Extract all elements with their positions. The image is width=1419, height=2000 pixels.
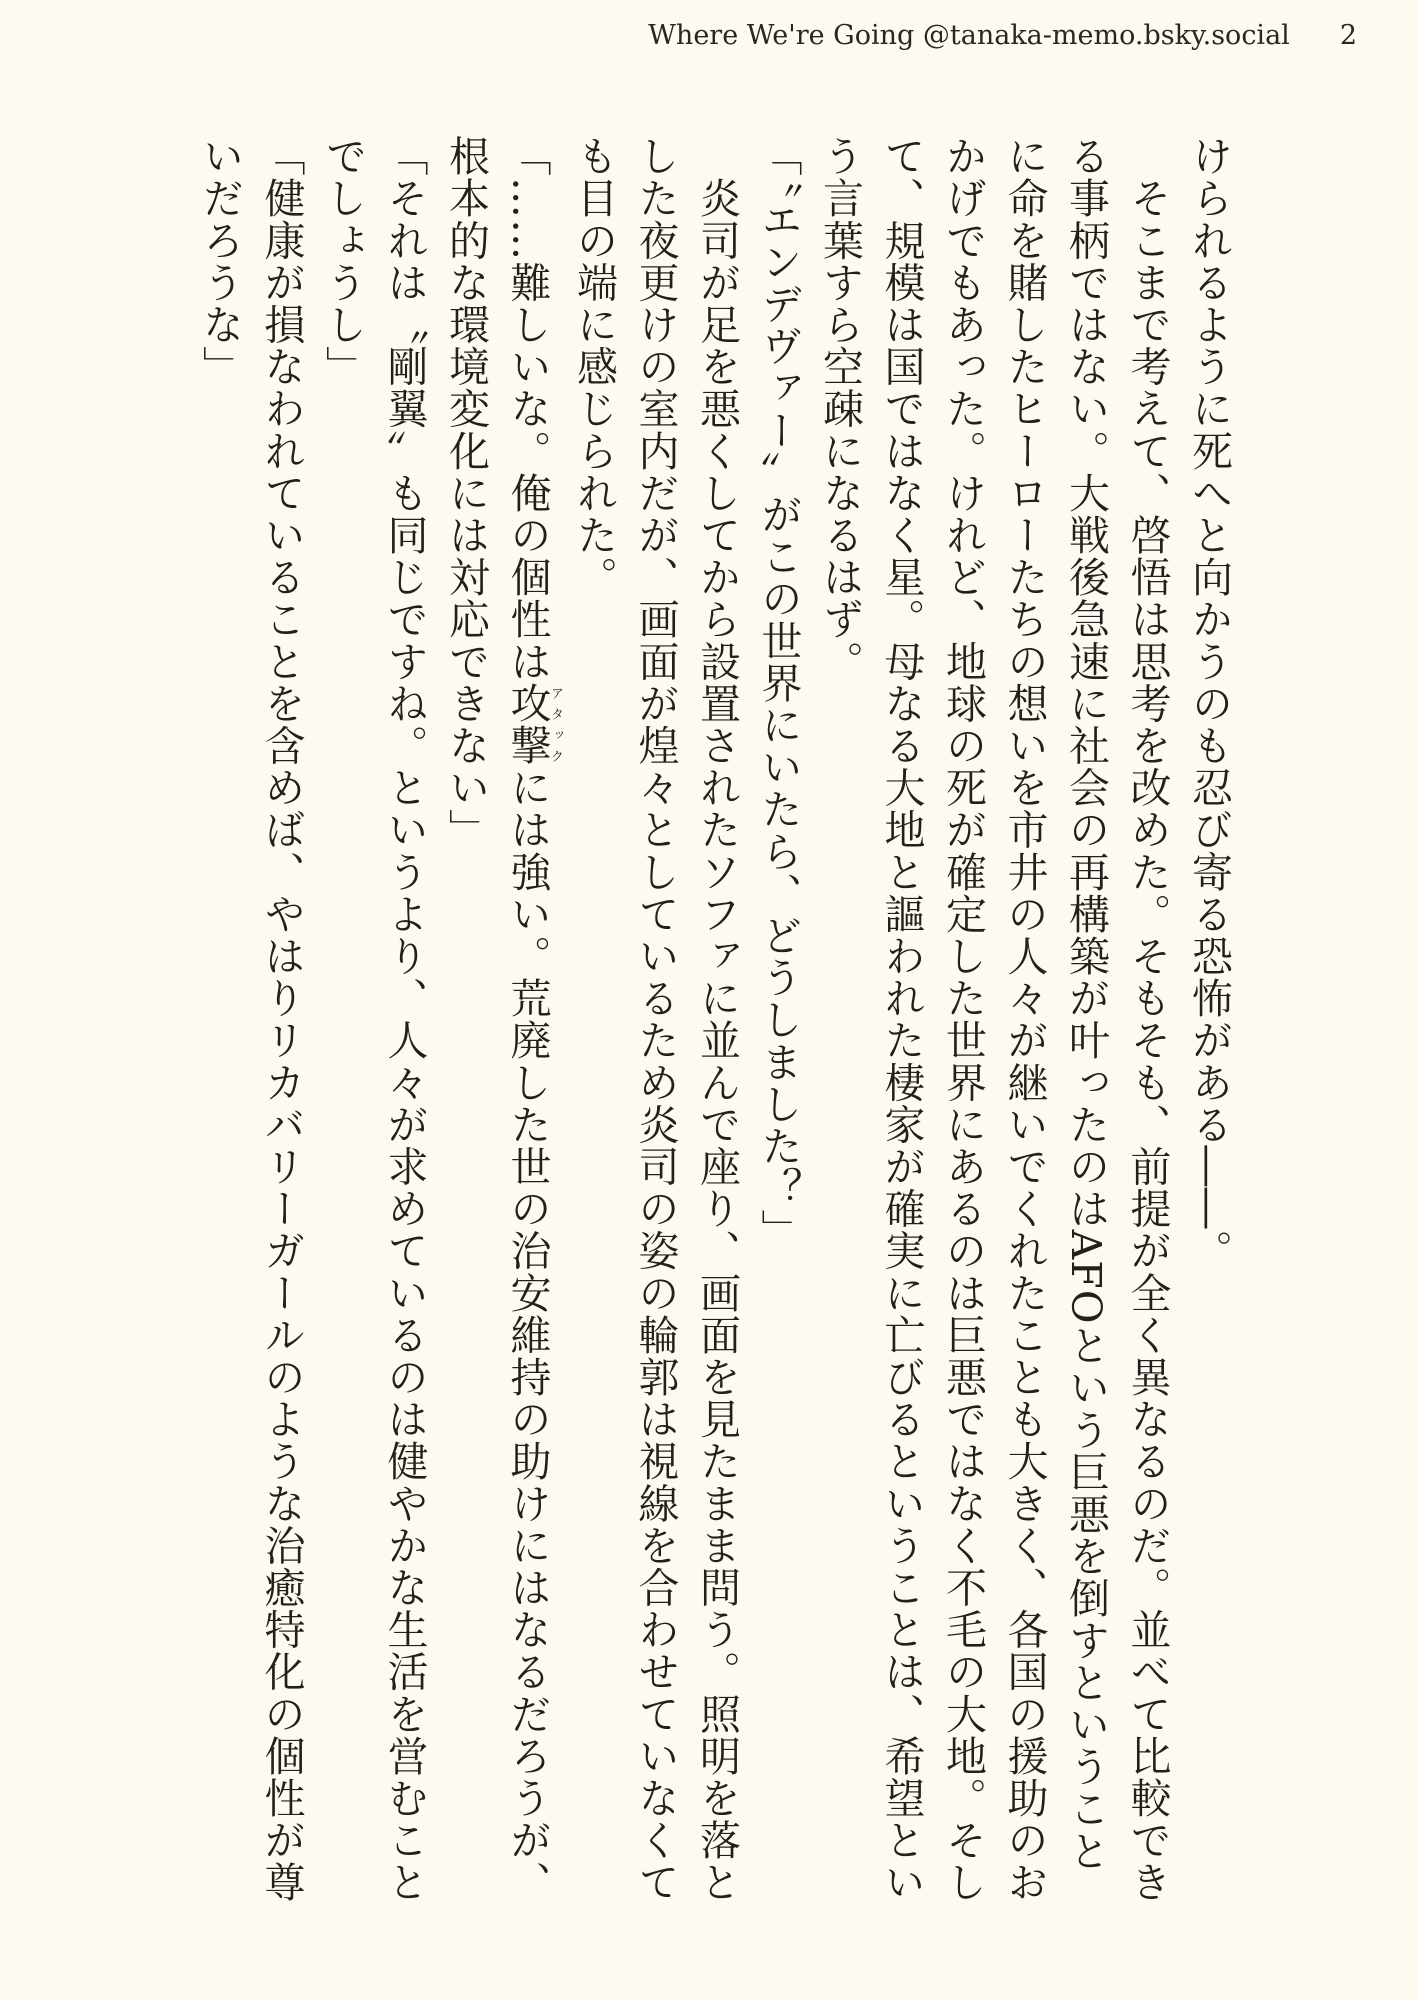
text-line: て、規模は国ではなく星。母なる大地と謳われた棲家が確実に亡びるということは、希望とい bbox=[877, 135, 926, 1904]
text-line: に命を賭したヒーローたちの想いを市井の人々が継いでくれたことも大きく、各国の援助のお bbox=[1000, 135, 1049, 1904]
ruby-text: アタック bbox=[548, 682, 563, 767]
text-line: 「〝エンデヴァー〟がこの世界にいたら、どうしました？」 bbox=[754, 135, 803, 1252]
header-title: Where We're Going @tanaka-memo.bsky.social bbox=[648, 20, 1290, 51]
text-line: 「健康が損なわれていることを含めば、やはりリカバリーガールのような治癒特化の個性が尊 bbox=[257, 135, 306, 1904]
text-line: も目の端に感じられた。 bbox=[570, 135, 618, 599]
text-line: そこまで考えて、啓悟は思考を改めた。そもそも、前提が全く異なるのだ。並べて比較でき bbox=[1123, 135, 1172, 1904]
paragraph-3 bbox=[747, 135, 809, 1935]
text-line: でしょうし」 bbox=[319, 135, 367, 388]
paragraph-1 bbox=[1178, 135, 1240, 1935]
text-line: いだろうな」 bbox=[196, 135, 244, 388]
text-line: 「それは〝剛翼〟も同じですね。というより、人々が求めているのは健やかな生活を営むこと bbox=[380, 135, 429, 1904]
text-fragment: には強い。荒廃した世の治安維持の助けにはなるだろうが、 bbox=[503, 766, 552, 1904]
paragraph-4 bbox=[563, 135, 748, 1935]
text-line: る事柄ではない。大戦後急速に社会の再構築が叶ったのはAFOという巨悪を倒すということ bbox=[1062, 135, 1110, 1872]
text-line: した夜更けの室内だが、画面が煌々としているため炎司の姿の輪郭は視線を合わせていなくて bbox=[631, 135, 680, 1904]
text-line: かげでもあった。けれど、地球の死が確定した世界にあるのは巨悪ではなく不毛の大地。そし bbox=[939, 135, 987, 1904]
text-line: 炎司が足を悪くしてから設置されたソファに並んで座り、画面を見たまま問う。照明を落と bbox=[693, 135, 741, 1904]
ruby-base: 攻撃 bbox=[503, 682, 552, 767]
page-number: 2 bbox=[1339, 20, 1357, 51]
paragraph-2 bbox=[809, 135, 1178, 1935]
paragraph-7 bbox=[189, 135, 312, 1935]
text-line: けられるように死へと向かうのも忍び寄る恐怖がある――。 bbox=[1185, 135, 1233, 1272]
text-fragment: 「……難しいな。俺の個性は bbox=[503, 135, 552, 683]
text-line: う言葉すら空疎になるはず。 bbox=[816, 135, 864, 683]
running-header bbox=[648, 20, 1357, 51]
ruby-annotation bbox=[503, 682, 563, 767]
paragraph-5 bbox=[435, 135, 563, 1935]
paragraph-6 bbox=[312, 135, 435, 1935]
text-line: 根本的な環境変化には対応できない」 bbox=[442, 135, 490, 851]
vertical-body-text bbox=[189, 135, 1240, 1935]
